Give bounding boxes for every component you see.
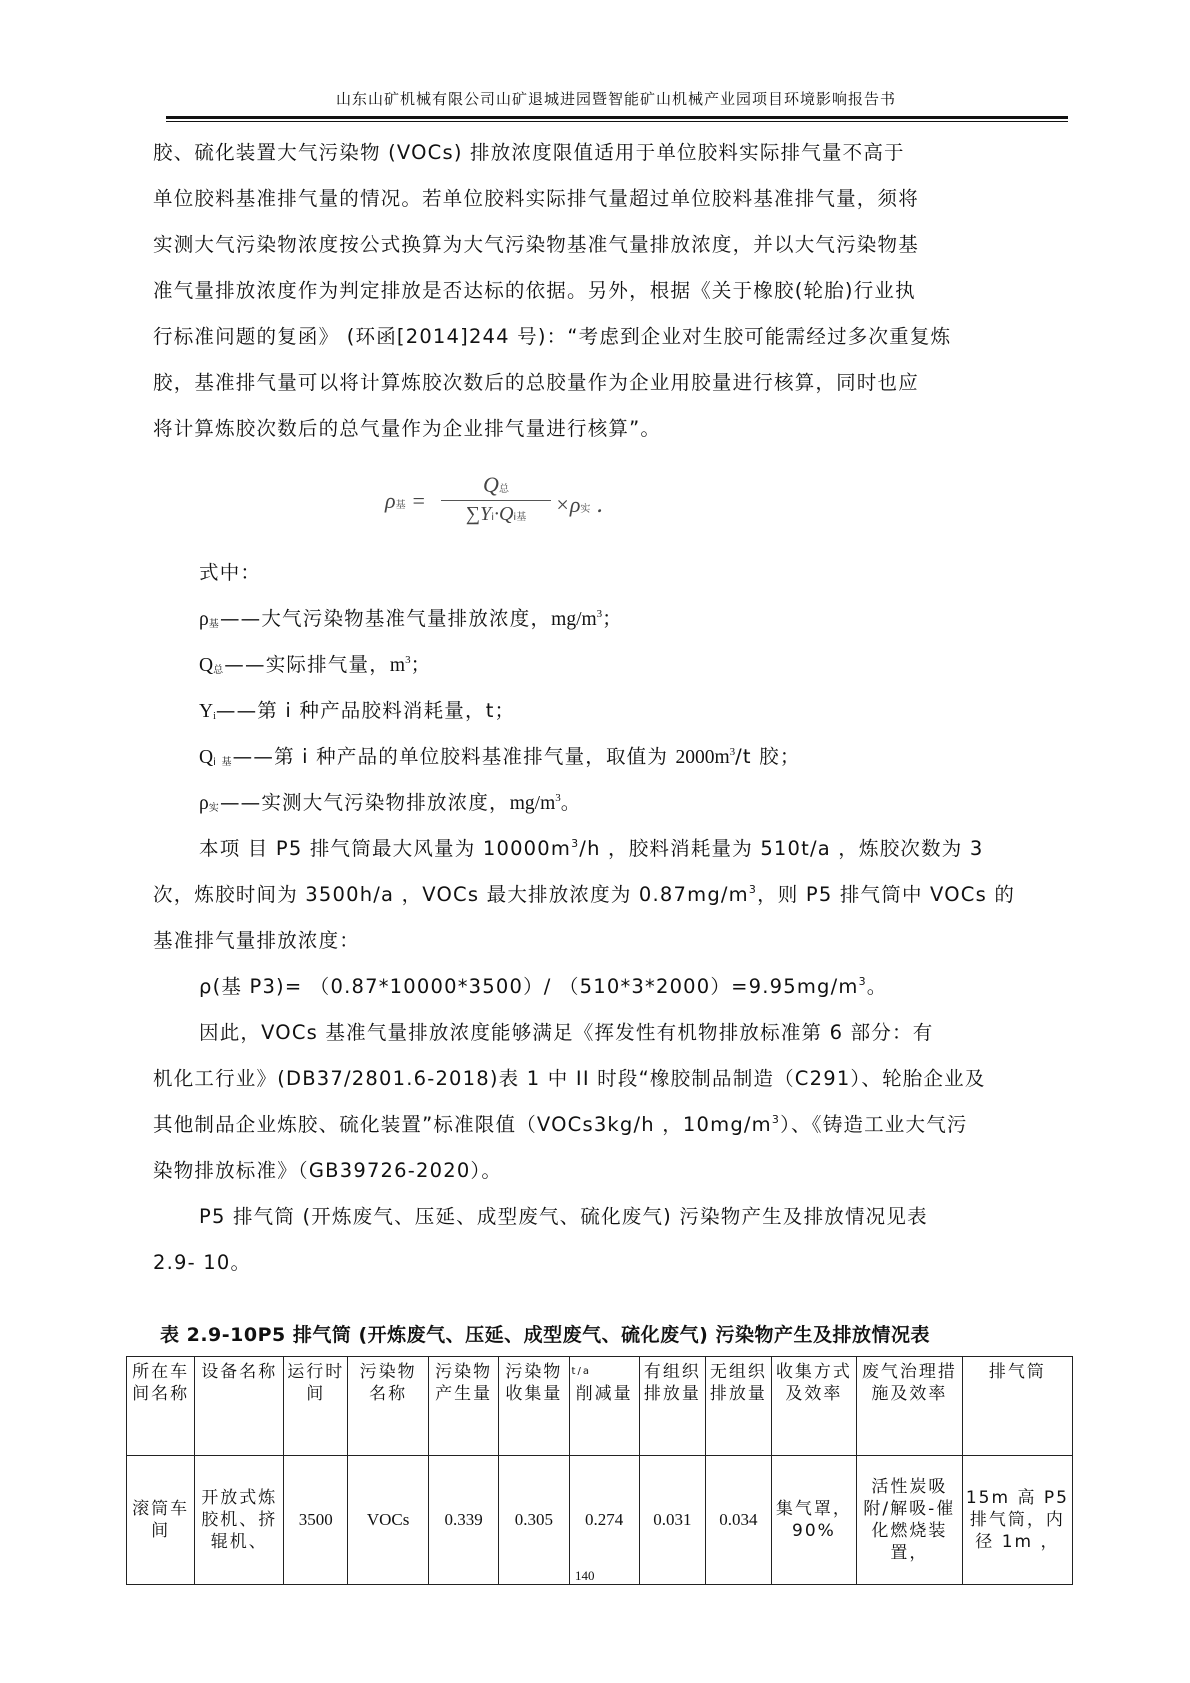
cell-collected: 0.305 [499,1456,569,1585]
calculation-result: ρ(基 P3)= （0.87*10000*3500）/ $(510*3*2000)=9.95mg/m^3$。 [199,975,888,998]
cell-equipment: 开放式炼胶机、挤辊机、 [195,1456,284,1585]
conversion-formula [385,470,645,530]
unit-label: t/a [571,1366,591,1377]
text-line: 其他制品企业炼胶、硫化装置”标准限值（VOCs3kg/h ，$10mg/m^3$）、《铸造工业大气污 [153,1113,968,1136]
cell-organized: 0.031 [639,1456,705,1585]
definitions-intro: 式中： [199,561,262,584]
formula-denominator: ∑Yi·Qi基 [465,503,527,525]
definition-item: $Q_{i 基}——$第 i 种产品的单位胶料基准排气量，取值为 $2000m^3/t$ 胶； [199,745,801,768]
definition-item: $Q_总——$实际排气量，$m^3$； [199,653,432,676]
cell-generated: 0.339 [429,1456,499,1585]
text-line: 胶、硫化装置大气污染物 (VOCs) 排放浓度限值适用于单位胶料实际排气量不高于 [153,141,905,164]
cell-reduction: 0.274 [569,1456,639,1585]
definition-item: $\rho_基——$大气污染物基准气量排放浓度，$mg/m^3$； [199,607,623,630]
header-cell: 无组织排放量 [705,1357,771,1456]
header-cell [569,1357,639,1456]
text-line: 因此，VOCs 基准气量排放浓度能够满足《挥发性有机物排放标准第 6 部分：有 [199,1021,934,1044]
header-cell: 废气治理措施及效率 [856,1357,962,1456]
paragraph-standard-explanation [153,130,1053,452]
text-line: 机化工行业》(DB37/2801.6-2018)表 1 中 II 时段“橡胶制品制造（C291）、轮胎企业及 [153,1067,986,1090]
header-text: 削减量 [575,1384,633,1404]
table-caption: 表 2.9-10P5 排气筒 (开炼废气、压延、成型废气、硫化废气) 污染物产生及排放情况表 [160,1324,930,1346]
text-line: 本项 目 P5 排气筒最大风量为 $10000m^3/h$ ，胶料消耗量为 510t/a ，炼胶次数为 3 [199,837,984,860]
text-line: 染物排放标准》（GB39726-2020）。 [153,1159,503,1182]
conclusion-paragraph [153,1010,1053,1194]
header-cell: 收集方式及效率 [771,1357,856,1456]
cell-runtime: 3500 [284,1456,348,1585]
table-header-row [127,1357,1073,1456]
text-line: 实测大气污染物浓度按公式换算为大气污染物基准气量排放浓度，并以大气污染物基 [153,233,919,256]
document-header: 山东山矿机械有限公司山矿退城进园暨智能矿山机械产业园项目环境影响报告书 [335,90,896,108]
definition-item: $\rho_实——$实测大气污染物排放浓度，$mg/m^3$。 [199,791,582,814]
header-rule-thick [166,116,1068,119]
header-cell: 设备名称 [195,1357,284,1456]
text-line: 2.9- 10。 [153,1251,252,1274]
cell-collection-method: 集气罩，90% [771,1456,856,1585]
text-line: 次，炼胶时间为 3500h/a ，VOCs 最大排放浓度为 $0.87mg/m^3$，则 P5 排气筒中 VOCs 的 [153,883,1016,906]
table-row [127,1456,1073,1585]
text-line: 行标准问题的复函》 (环函[2014]244 号)：“考虑到企业对生胶可能需经过多次重复炼 [153,325,952,348]
table-reference-paragraph [153,1194,1053,1286]
text-line: 基准排气量排放浓度： [153,929,361,952]
formula-fraction [441,472,551,526]
cell-unorganized: 0.034 [705,1456,771,1585]
text-line: 单位胶料基准排气量的情况。若单位胶料实际排气量超过单位胶料基准排气量，须将 [153,187,919,210]
header-cell: 污染物收集量 [499,1357,569,1456]
page-number: 140 [575,1568,595,1583]
emission-table [126,1356,1073,1585]
text-line: 准气量排放浓度作为判定排放是否达标的依据。另外，根据《关于橡胶(轮胎)行业执 [153,279,916,302]
cell-treatment: 活性炭吸附/解吸-催化燃烧装置， [856,1456,962,1585]
text-line: 胶，基准排气量可以将计算炼胶次数后的总胶量作为企业用胶量进行核算，同时也应 [153,371,919,394]
formula-rhs: ×ρ实 ． [555,492,618,517]
cell-pollutant: VOCs [348,1456,429,1585]
header-cell: 所在车间名称 [127,1357,195,1456]
header-rule-thin [166,121,1068,122]
text-line: 将计算炼胶次数后的总气量作为企业排气量进行核算”。 [153,417,662,440]
definition-item: $Y_i——$第 i 种产品胶料消耗量，t； [199,699,516,722]
cell-stack: 15m 高 P5 排气筒，内径 1m ， [962,1456,1072,1585]
text-line: P5 排气筒 (开炼废气、压延、成型废气、硫化废气) 污染物产生及排放情况见表 [199,1205,928,1228]
header-cell: 排气筒 [962,1357,1072,1456]
formula-numerator: Q总 [441,472,551,501]
header-cell: 有组织排放量 [639,1357,705,1456]
header-cell: 污染物产生量 [429,1357,499,1456]
calculation-paragraph [153,826,1053,1010]
header-cell: 污染物名称 [348,1357,429,1456]
formula-lhs: ρ基 = [385,488,426,513]
header-cell: 运行时间 [284,1357,348,1456]
cell-workshop: 滚筒车间 [127,1456,195,1585]
formula-definitions [153,550,1053,826]
